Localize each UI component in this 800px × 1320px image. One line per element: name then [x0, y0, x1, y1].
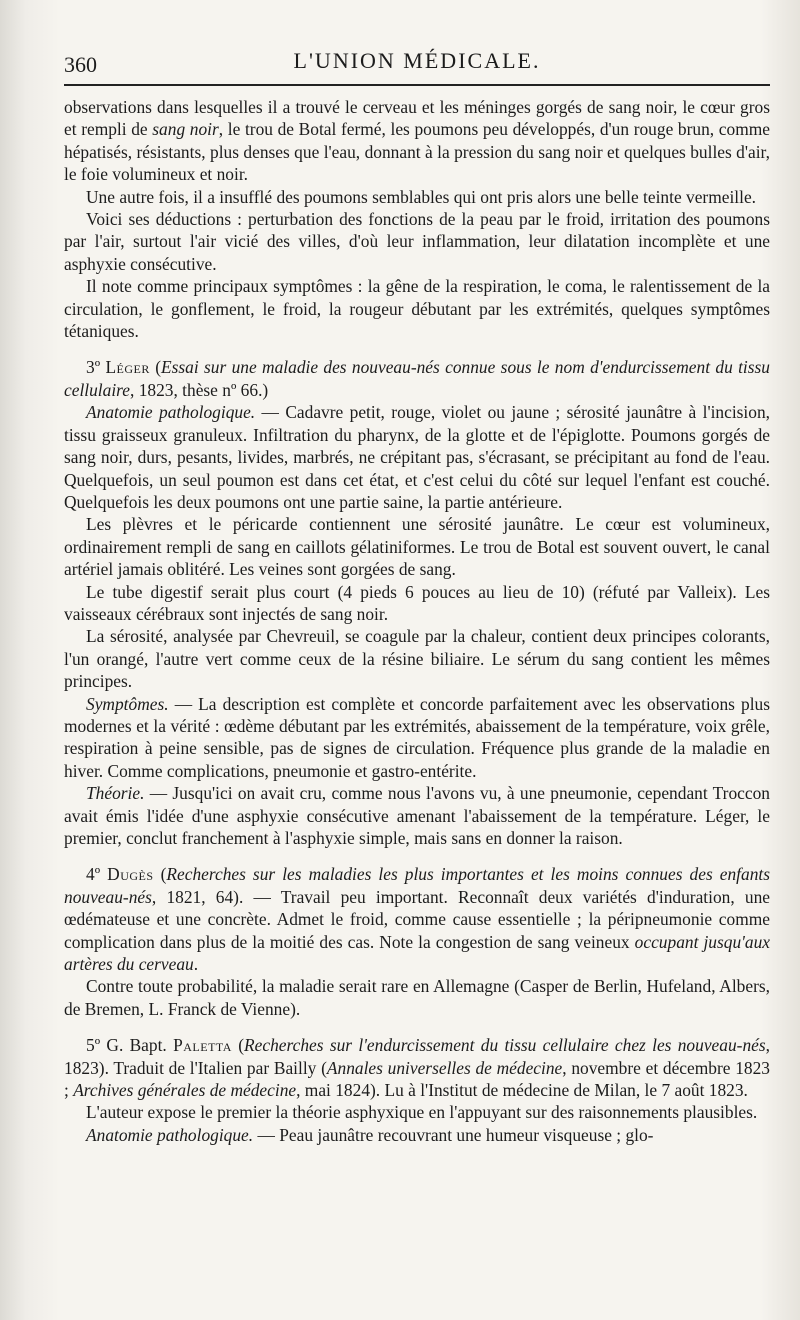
- paragraph: Voici ses déductions : perturbation des fonctions de la peau par le froid, irritation des poumons par l'air, surtout l'air vicié des villes, d'où leur inflammation, leur dilatation incomplète et une asphyxie consécutive.: [64, 209, 770, 274]
- running-header: [64, 44, 770, 80]
- paragraph: Théorie. — Jusqu'ici on avait cru, comme nous l'avons vu, à une pneumonie, cependant Troccon avait émis l'idée d'une asphyxie consécutive amenant l'abaissement de la température. Léger, le premier, conclut franchement à l'asphyxie simple, mais sans en donner la raison.: [64, 783, 770, 848]
- section-heading-leger: 3º Léger (Essai sur une maladie des nouveau-nés connue sous le nom d'endurcissement du tissu cellulaire, 1823, thèse nº 66.): [64, 357, 770, 400]
- section-heading-paletta: 5º G. Bapt. Paletta (Recherches sur l'endurcissement du tissu cellulaire chez les nouveau-nés, 1823). Traduit de l'Italien par Bailly (Annales universelles de médecine, novembre et décembre 1823 ; Archives générales de médecine, mai 1824). Lu à l'Institut de médecine de Milan, le 7 août 1823.: [64, 1035, 770, 1101]
- paragraph: Il note comme principaux symptômes : la gêne de la respiration, le coma, le ralentissement de la circulation, le gonflement, le froid, la rougeur débutant par les extrémités, quelques symptômes tétaniques.: [64, 276, 770, 342]
- paragraph: Une autre fois, il a insufflé des poumons semblables qui ont pris alors une belle teinte vermeille.: [86, 186, 757, 207]
- paragraph: Anatomie pathologique. — Cadavre petit, rouge, violet ou jaune ; sérosité jaunâtre à l'incision, tissu graisseux granuleux. Infiltration du pharynx, de la glotte et de l'épiglotte. Poumons gorgés de sang noir, durs, pesants, livides, marbrés, ne crépitant pas, s'écrasant, se précipitant au fond de l'eau. Quelquefois, un seul poumon est dans cet état, et c'est celui du côté sur lequel l'enfant est couché. Quelquefois les deux poumons ont une partie saine, la partie antérieure.: [64, 402, 771, 512]
- paragraph: Anatomie pathologique. — Peau jaunâtre recouvrant une humeur visqueuse ; glo-: [86, 1124, 654, 1145]
- paragraph: Symptômes. — La description est complète et concorde parfaitement avec les observations plus modernes et la vérité : œdème débutant par les extrémités, abaissement de la température, voix grêle, respiration à peine sensible, pas de signes de circulation. Fréquence plus grande de la maladie en hiver. Comme complications, pneumonie et gastro-entérite.: [64, 693, 770, 781]
- journal-title: L'UNION MÉDICALE.: [293, 48, 541, 73]
- text-body: [64, 96, 770, 1146]
- paragraph: Les plèvres et le péricarde contiennent une sérosité jaunâtre. Le cœur est volumineux, ordinairement rempli de sang en caillots gélatiniformes. Le trou de Botal est souvent ouvert, le canal artériel jamais oblitéré. Les veines sont gorgées de sang.: [64, 514, 770, 580]
- page-number: 360: [64, 52, 97, 77]
- paragraph: observations dans lesquelles il a trouvé le cerveau et les méninges gorgés de sang noir, le cœur gros et rempli de sang noir, le trou de Botal fermé, les poumons peu développés, d'un rouge brun, comme hépatisés, résistants, plus denses que l'eau, donnant à la pression du sang noir et quelques bulles d'air, le foie volumineux et noir.: [64, 97, 770, 185]
- paragraph: Le tube digestif serait plus court (4 pieds 6 pouces au lieu de 10) (réfuté par Valleix). Les vaisseaux cérébraux sont injectés de sang noir.: [64, 581, 770, 624]
- paragraph: La sérosité, analysée par Chevreuil, se coagule par la chaleur, contient deux principes colorants, l'un orangé, l'autre vert comme ceux de la résine biliaire. Le sérum du sang contient les mêmes principes.: [64, 626, 770, 692]
- header-rule: [64, 84, 770, 86]
- paragraph: L'auteur expose le premier la théorie asphyxique en l'appuyant sur des raisonnements plausibles.: [86, 1102, 758, 1123]
- paragraph: Contre toute probabilité, la maladie serait rare en Allemagne (Casper de Berlin, Hufeland, Albers, de Bremen, L. Franck de Vienne).: [64, 976, 770, 1019]
- section-heading-duges: 4º Dugès (Recherches sur les maladies les plus importantes et les moins connues des enfants nouveau-nés, 1821, 64). — Travail peu important. Reconnaît deux variétés d'induration, une œdémateuse et une concrète. Admet le froid, comme cause essentielle ; la péripneumonie comme complication dans plus de la moitié des cas. Note la congestion de sang veineux occupant jusqu'aux artères du cerveau.: [64, 864, 770, 975]
